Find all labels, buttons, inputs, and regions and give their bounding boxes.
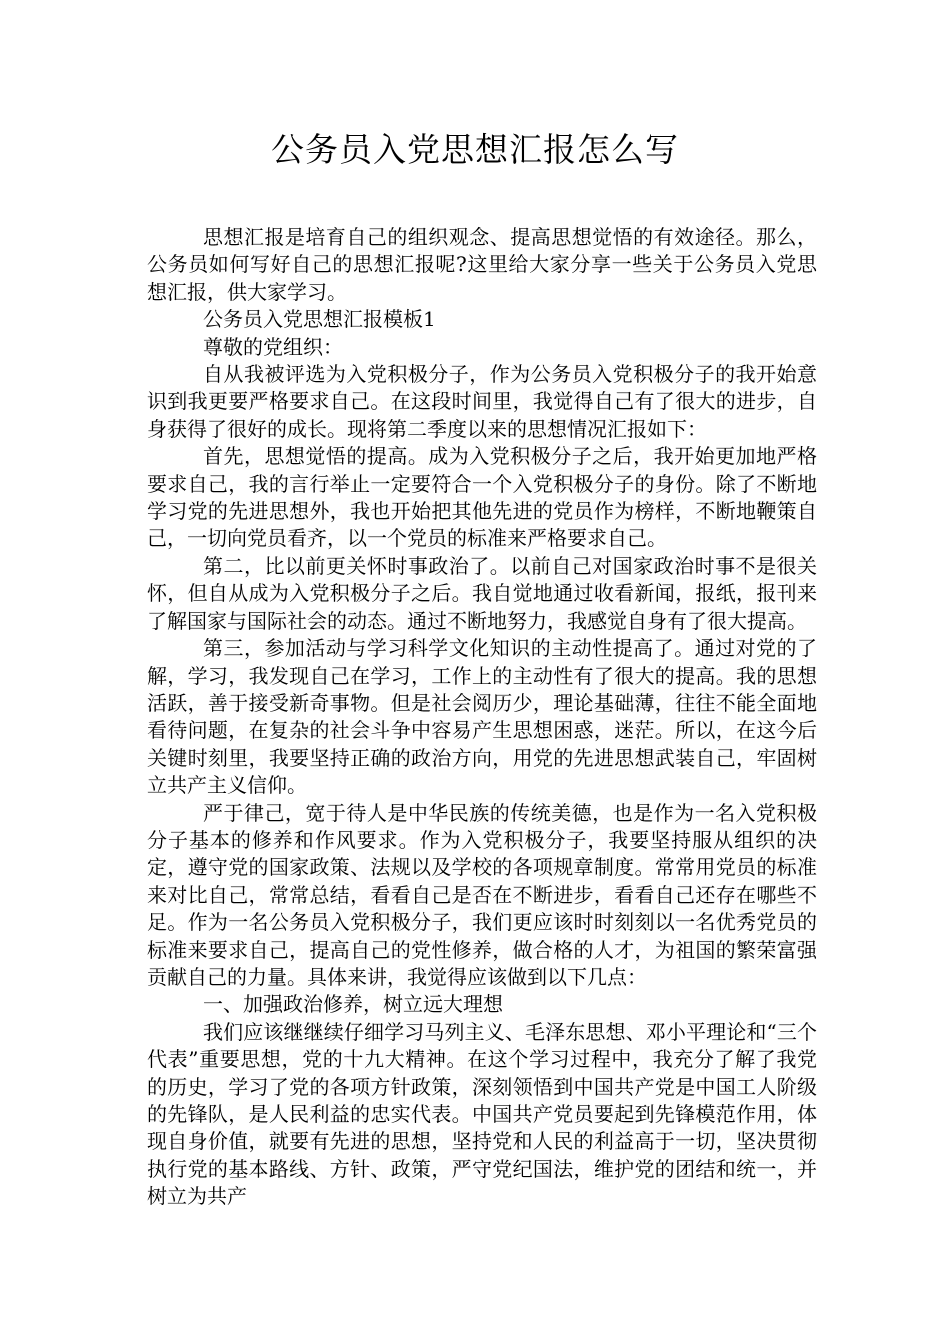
paragraph-salutation: 尊敬的党组织： [203, 334, 343, 359]
paragraph-body: 自从我被评选为入党积极分子，作为公务员入党积极分子的我开始意识到我更要严格要求自己。在这段时间里，我觉得自己有了很大的进步，自身获得了很好的成长。现将第二季度以来的思想情况汇报如下： [147, 362, 817, 441]
paragraph-body: 第三，参加活动与学习科学文化知识的主动性提高了。通过对党的了解，学习，我发现自己在学习，工作上的主动性有了很大的提高。我的思想活跃，善于接受新奇事物。但是社会阅历少，理论基础薄，往往不能全面地看待问题，在复杂的社会斗争中容易产生思想困惑，迷茫。所以，在这今后关键时刻里，我要坚持正确的政治方向，用党的先进思想武装自己，牢固树立共产主义信仰。 [147, 636, 817, 798]
paragraph-template-heading: 公务员入党思想汇报模板1 [203, 307, 436, 332]
paragraph-body: 我们应该继继续仔细学习马列主义、毛泽东思想、邓小平理论和“三个代表”重要思想，党的十九大精神。在这个学习过程中，我充分了解了我党的历史，学习了党的各项方针政策，深刻领悟到中国共产党是中国工人阶级的先锋队，是人民利益的忠实代表。中国共产党员要起到先锋模范作用，体现自身价值，就要有先进的思想，坚持党和人民的利益高于一切，坚决贯彻执行党的基本路线、方针、政策，严守党纪国法，维护党的团结和统一，并树立为共产 [147, 1019, 817, 1209]
paragraph-body: 第二，比以前更关怀时事政治了。以前自己对国家政治时事不是很关怀，但自从成为入党积极分子之后。我自觉地通过收看新闻，报纸，报刊来了解国家与国际社会的动态。通过不断地努力，我感觉自身有了很大提高。 [147, 553, 817, 633]
paragraph-section-heading: 一、加强政治修养，树立远大理想 [203, 992, 503, 1017]
paragraph-body: 首先，思想觉悟的提高。成为入党积极分子之后，我开始更加地严格要求自己，我的言行举止一定要符合一个入党积极分子的身份。除了不断地学习党的先进思想外，我也开始把其他先进的党员作为榜样，不断地鞭策自己，一切向党员看齐，以一个党员的标准来严格要求自己。 [147, 444, 817, 551]
document-title: 公务员入党思想汇报怎么写 [271, 130, 679, 169]
paragraph-body: 严于律己，宽于待人是中华民族的传统美德，也是作为一名入党积极分子基本的修养和作风要求。作为入党积极分子，我要坚持服从组织的决定，遵守党的国家政策、法规以及学校的各项规章制度。常常用党员的标准来对比自己，常常总结，看看自己是否在不断进步，看看自己还存在哪些不足。作为一名公务员入党积极分子，我们更应该时时刻刻以一名优秀党员的标准来要求自己，提高自己的党性修养，做合格的人才，为祖国的繁荣富强贡献自己的力量。具体来讲，我觉得应该做到以下几点： [147, 800, 817, 989]
document-body [147, 224, 817, 1211]
paragraph-intro: 思想汇报是培育自己的组织观念、提高思想觉悟的有效途径。那么，公务员如何写好自己的思想汇报呢?这里给大家分享一些关于公务员入党思想汇报，供大家学习。 [147, 225, 817, 304]
